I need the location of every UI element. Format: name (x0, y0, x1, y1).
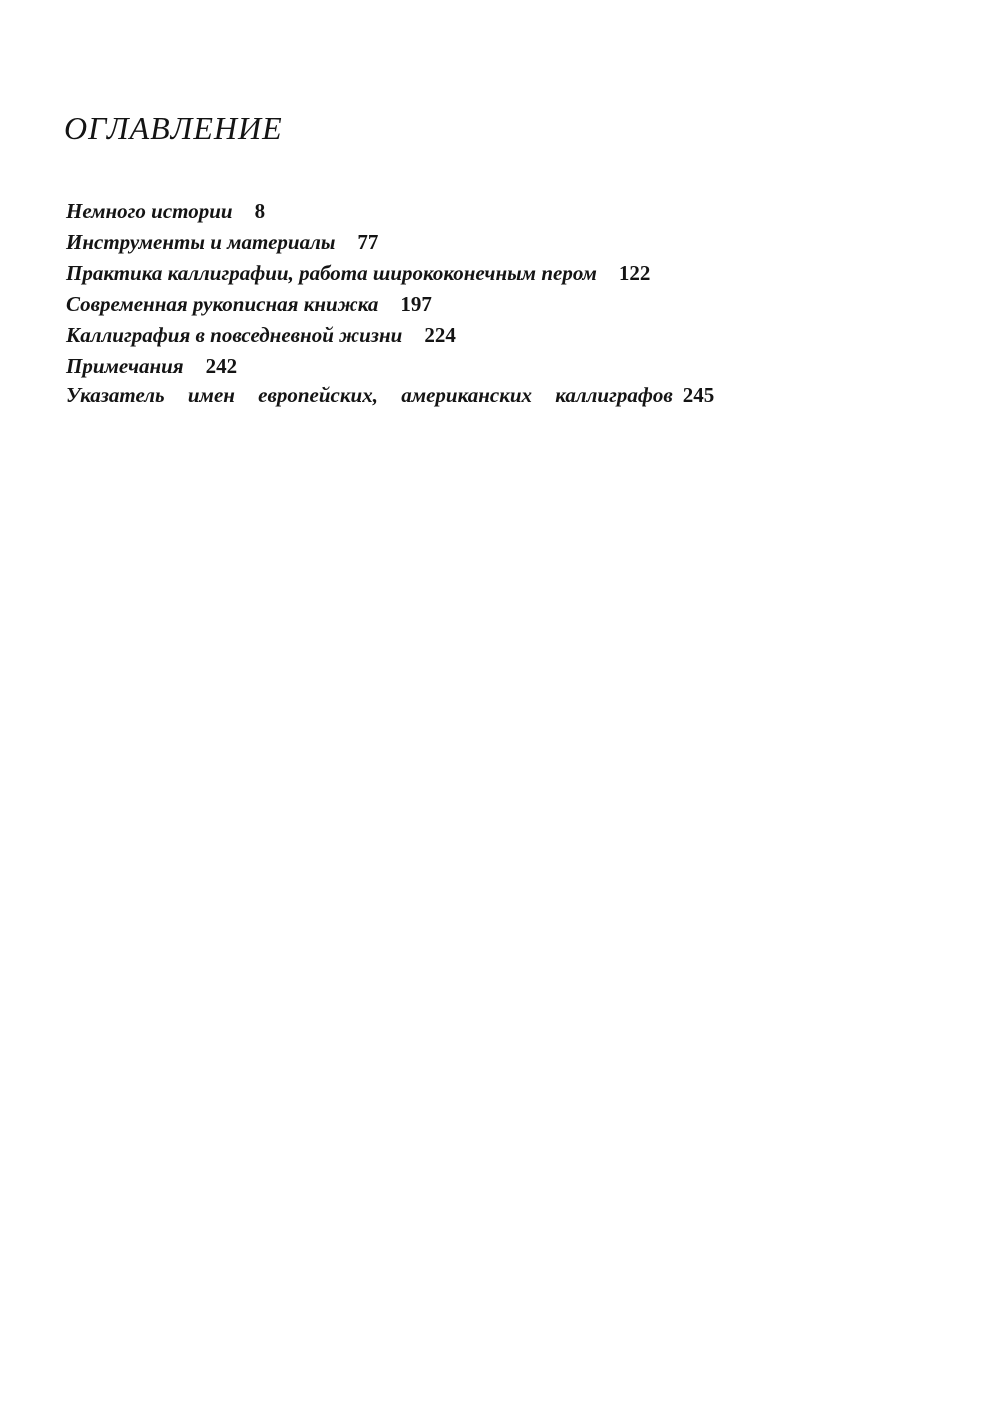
toc-entry-title: Примечания (66, 354, 184, 378)
toc-entry-page: 77 (357, 230, 379, 254)
toc-entry[interactable] (66, 320, 788, 351)
toc-entry-title: Каллиграфия в повседневной жизни (66, 323, 403, 347)
toc-entry-title: Современная рукописная книжка (66, 292, 379, 316)
toc-entry-page: 8 (254, 199, 266, 223)
toc-entry-title: Инструменты и материалы (66, 230, 336, 254)
toc-entry[interactable] (66, 258, 788, 289)
toc-entry-title: Немного истории (66, 199, 233, 223)
toc-entry[interactable] (66, 227, 788, 258)
toc-entry-page: 242 (205, 354, 238, 378)
toc-entry-page: 245 (682, 383, 715, 407)
table-of-contents (66, 196, 788, 408)
toc-entry-page: 224 (424, 323, 456, 347)
toc-entry-page: 122 (618, 261, 651, 285)
toc-entry-title: Практика каллиграфии, работа ширококонечным пером (66, 261, 597, 285)
toc-entry[interactable] (66, 289, 788, 320)
toc-entry-page: 197 (400, 292, 432, 316)
toc-entry[interactable] (66, 351, 788, 382)
page-title: ОГЛАВЛЕНИЕ (64, 110, 283, 146)
toc-entry[interactable] (66, 196, 788, 227)
toc-entry[interactable] (66, 382, 788, 408)
toc-entry-title: Указатель имен европейских, американских каллиграфов (66, 383, 673, 407)
